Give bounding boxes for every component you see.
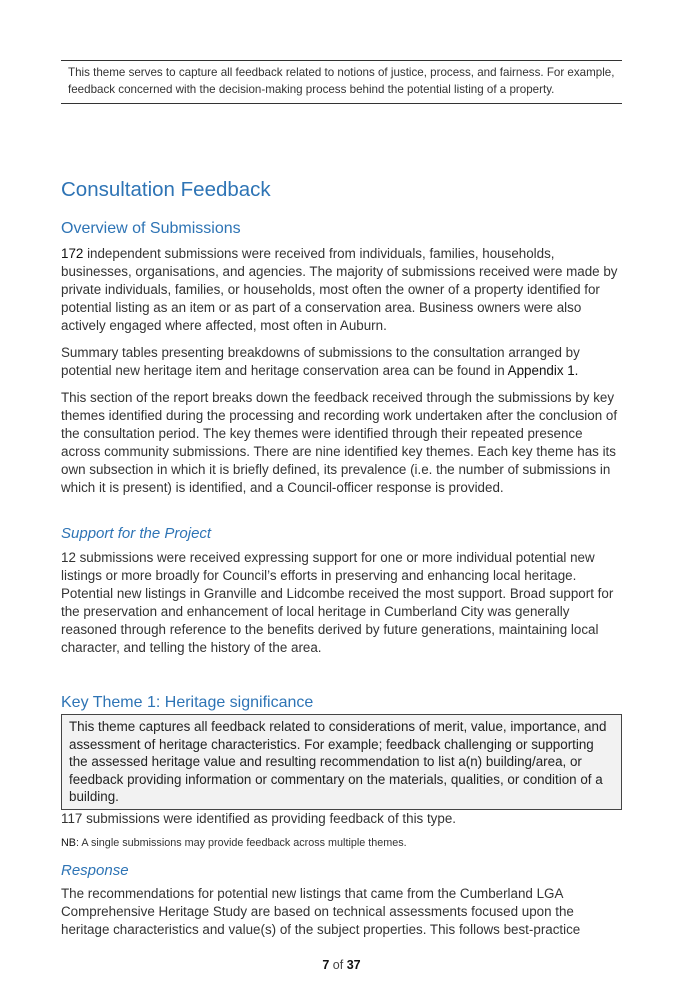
overview-paragraph-2: [61, 344, 622, 380]
overview-paragraph-3: This section of the report breaks down the feedback received through the submissions by key themes identified during the processing and recording work undertaken after the conclusion of the consultation period. The key themes were identified through their repeated presence across community submissions. There are nine identified key themes. Each key theme has its own subsection in which it is briefly defined, its prevalence (i.e. the number of submissions in which it is present) is identified, and a Council-officer response is provided.: [61, 390, 618, 495]
theme1-count: 117 submissions were identified as providing feedback of this type.: [61, 811, 456, 826]
response-heading: Response: [61, 862, 129, 879]
page-footer: [0, 958, 683, 972]
nb-label: NB: [61, 837, 76, 849]
support-paragraph: 12 submissions were received expressing support for one or more individual potential new listings or more broadly for Council’s efforts in preserving and enhancing local heritage. Potential new listings in Granville and Lidcombe received the most support. Broad support for the preservation and enhancement of local heritage in Cumberland City was generally reasoned through reference to the benefits derived by future generations, maintaining local character, and telling the history of the area.: [61, 550, 614, 655]
page-total: 37: [346, 958, 361, 972]
page-number: 7: [322, 958, 330, 972]
overview-paragraph-1-text: independent submissions were received from individuals, families, households, businesses, organisations, and agencies. The majority of submissions received were made by private individuals, families, or households, most often the owner of a property identified for potential listing as an item or as part of a conservation area. Business owners were also actively engaged where affected, most often in Auburn.: [61, 246, 618, 333]
theme1-definition-box: [61, 714, 622, 810]
appendix-link[interactable]: Appendix 1.: [507, 363, 579, 378]
theme-definition-text: This theme serves to capture all feedback related to notions of justice, process, and fairness. For example, feedback concerned with the decision-making process behind the potential listing of a property.: [68, 66, 615, 96]
response-paragraph: The recommendations for potential new listings that came from the Cumberland LGA Comprehensive Heritage Study are based on technical assessments focused upon the heritage characteristics and value(s) of the subject properties. This follows best-practice: [61, 886, 581, 937]
overview-heading: Overview of Submissions: [61, 220, 241, 237]
theme1-heading: Key Theme 1: Heritage significance: [61, 694, 314, 711]
support-heading: Support for the Project: [61, 525, 212, 542]
page-of: of: [332, 958, 344, 972]
submission-count: 172: [61, 246, 84, 261]
nb-text: : A single submissions may provide feedback across multiple themes.: [76, 837, 407, 849]
section-title: Consultation Feedback: [61, 178, 271, 201]
overview-paragraph-1: [61, 245, 622, 335]
nb-note: [61, 837, 407, 849]
theme1-definition-text: This theme captures all feedback related to considerations of merit, value, importance, and assessment of heritage characteristics. For example; feedback challenging or supporting the assessed heritage value and resulting recommendation to list a(n) building/area, or feedback providing information or commentary on the materials, qualities, or condition of a building.: [69, 719, 607, 804]
overview-paragraph-2-text: Summary tables presenting breakdowns of submissions to the consultation arranged by potential new heritage item and heritage conservation area can be found in: [61, 345, 580, 378]
theme-definition-box: [61, 60, 622, 104]
